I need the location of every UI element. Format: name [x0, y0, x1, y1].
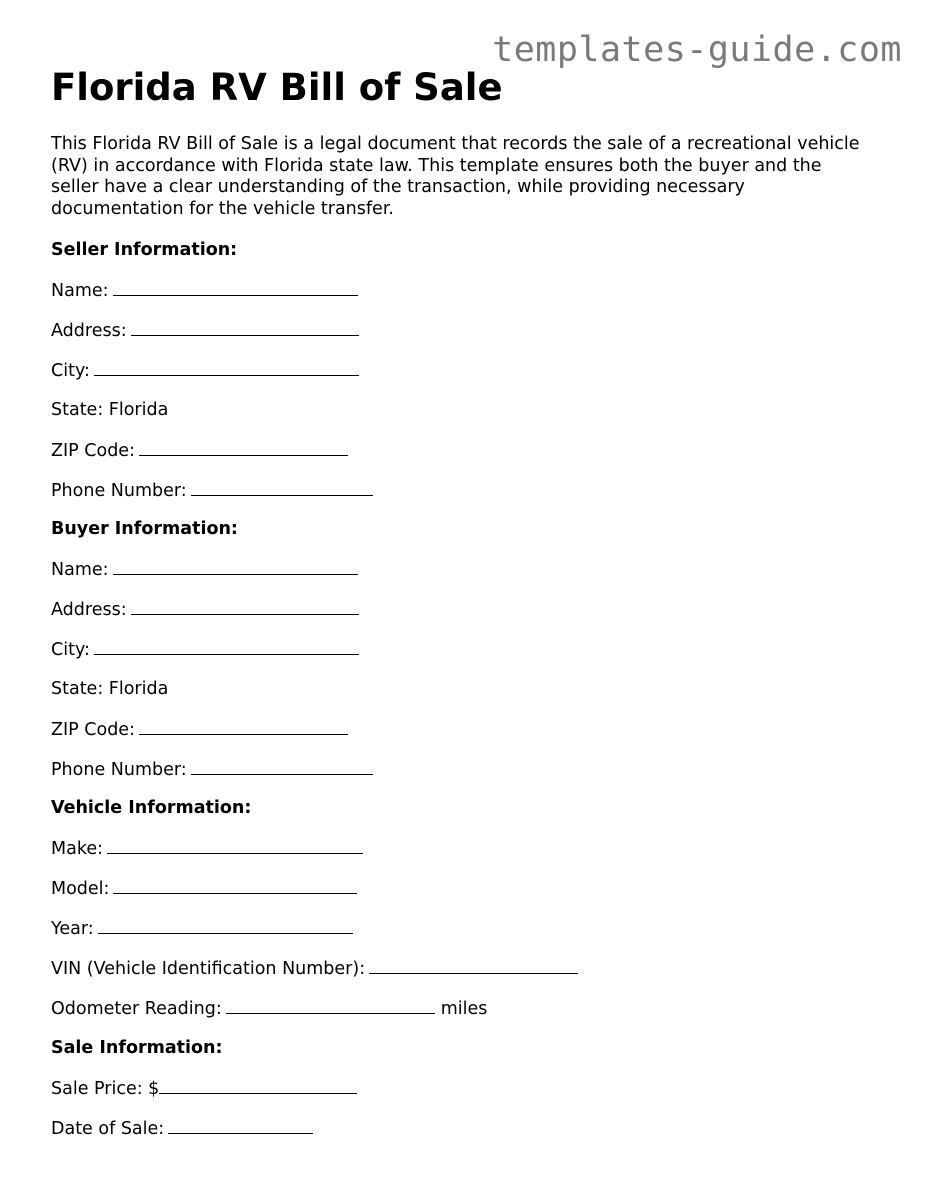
seller-address-row	[51, 319, 359, 342]
sale-heading: Sale Information:	[51, 1038, 223, 1058]
vehicle-model-field[interactable]	[113, 877, 357, 894]
sale-price-label: Sale Price: $	[51, 1079, 160, 1099]
seller-name-field[interactable]	[113, 279, 358, 296]
sale-date-field[interactable]	[168, 1117, 313, 1134]
vehicle-vin-row	[51, 957, 578, 980]
vehicle-odometer-row	[51, 997, 487, 1020]
vehicle-year-row	[51, 917, 353, 940]
buyer-address-field[interactable]	[131, 598, 359, 615]
vehicle-odometer-label: Odometer Reading:	[51, 999, 222, 1019]
buyer-zip-field[interactable]	[139, 718, 348, 735]
buyer-zip-label: ZIP Code:	[51, 720, 135, 740]
vehicle-make-row	[51, 837, 363, 860]
sale-price-row	[51, 1077, 357, 1100]
seller-phone-row	[51, 479, 373, 502]
buyer-phone-row	[51, 758, 373, 781]
seller-name-label: Name:	[51, 281, 109, 301]
buyer-address-row	[51, 598, 359, 621]
buyer-phone-field[interactable]	[191, 758, 373, 775]
buyer-zip-row	[51, 718, 348, 741]
intro-paragraph: This Florida RV Bill of Sale is a legal document that records the sale of a recreational vehicle (RV) in accordance with Florida state law. This template ensures both the buyer and the seller have a clear understanding of the transaction, while providing necessary documentation for the vehicle transfer.	[51, 134, 860, 220]
buyer-city-label: City:	[51, 640, 90, 660]
seller-zip-field[interactable]	[139, 439, 348, 456]
buyer-name-label: Name:	[51, 560, 109, 580]
buyer-name-row	[51, 558, 358, 581]
seller-city-label: City:	[51, 361, 90, 381]
seller-zip-label: ZIP Code:	[51, 441, 135, 461]
vehicle-vin-label: VIN (Vehicle Identification Number):	[51, 959, 366, 979]
vehicle-year-label: Year:	[51, 919, 94, 939]
sale-price-field[interactable]	[159, 1077, 357, 1094]
sale-date-row	[51, 1117, 313, 1140]
vehicle-model-label: Model:	[51, 879, 110, 899]
vehicle-make-label: Make:	[51, 839, 103, 859]
vehicle-vin-field[interactable]	[369, 957, 578, 974]
buyer-city-field[interactable]	[94, 638, 359, 655]
seller-city-row	[51, 359, 359, 382]
seller-address-field[interactable]	[131, 319, 359, 336]
vehicle-odometer-unit: miles	[440, 999, 488, 1019]
buyer-state-label: State: Florida	[51, 679, 169, 699]
vehicle-odometer-field[interactable]	[226, 997, 435, 1014]
seller-city-field[interactable]	[94, 359, 359, 376]
vehicle-make-field[interactable]	[107, 837, 363, 854]
vehicle-model-row	[51, 877, 357, 900]
buyer-city-row	[51, 638, 359, 661]
seller-heading: Seller Information:	[51, 240, 238, 260]
seller-name-row	[51, 279, 358, 302]
seller-address-label: Address:	[51, 321, 127, 341]
vehicle-year-field[interactable]	[98, 917, 353, 934]
seller-phone-label: Phone Number:	[51, 481, 187, 501]
seller-phone-field[interactable]	[191, 479, 373, 496]
sale-date-label: Date of Sale:	[51, 1119, 165, 1139]
buyer-phone-label: Phone Number:	[51, 760, 187, 780]
buyer-address-label: Address:	[51, 600, 127, 620]
vehicle-heading: Vehicle Information:	[51, 798, 252, 818]
buyer-heading: Buyer Information:	[51, 519, 238, 539]
seller-state-label: State: Florida	[51, 400, 169, 420]
seller-state-row	[51, 399, 168, 421]
buyer-name-field[interactable]	[113, 558, 358, 575]
page-title: Florida RV Bill of Sale	[51, 66, 503, 109]
seller-zip-row	[51, 439, 348, 462]
watermark: templates-guide.com	[492, 30, 902, 70]
buyer-state-row	[51, 678, 168, 700]
